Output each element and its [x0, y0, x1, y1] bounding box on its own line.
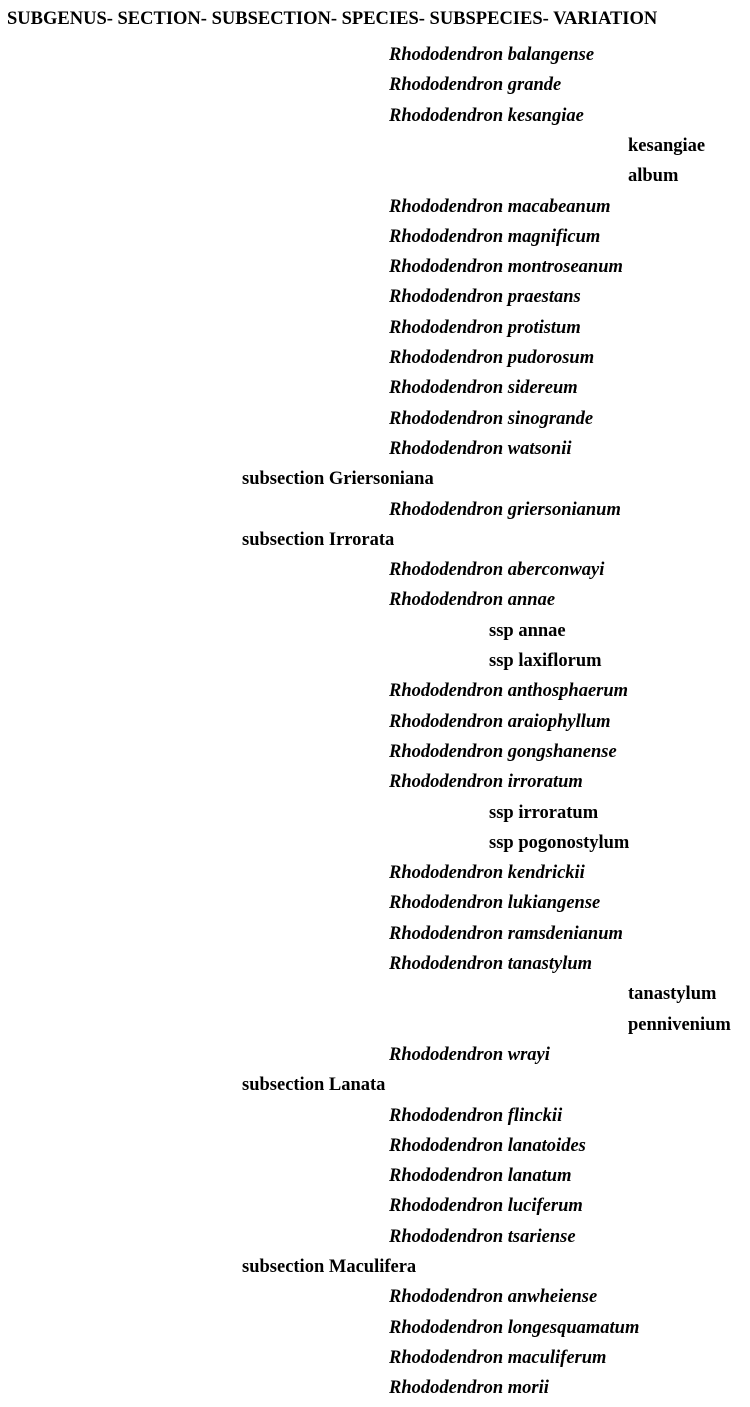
species-entry: Rhododendron grande — [389, 75, 562, 96]
subsection-entry: subsection Lanata — [242, 1075, 386, 1096]
subsection-entry: subsection Griersoniana — [242, 469, 434, 490]
species-entry: Rhododendron kendrickii — [389, 863, 585, 884]
species-entry: Rhododendron irroratum — [389, 772, 583, 793]
species-entry: Rhododendron montroseanum — [389, 257, 623, 278]
species-entry: Rhododendron watsonii — [389, 438, 572, 459]
species-entry: Rhododendron griersonianum — [389, 499, 621, 520]
species-entry: Rhododendron luciferum — [389, 1196, 583, 1217]
subspecies-entry: ssp annae — [489, 620, 566, 641]
species-entry: Rhododendron lanatoides — [389, 1135, 586, 1156]
species-entry: Rhododendron sinogrande — [389, 408, 594, 429]
variation-entry: album — [628, 166, 679, 187]
species-entry: Rhododendron flinckii — [389, 1105, 563, 1126]
species-entry: Rhododendron macabeanum — [389, 196, 611, 217]
species-entry: Rhododendron maculiferum — [389, 1347, 607, 1368]
species-entry: Rhododendron morii — [389, 1378, 549, 1399]
subspecies-entry: ssp laxiflorum — [489, 651, 602, 671]
species-entry: Rhododendron wrayi — [389, 1044, 550, 1065]
species-entry: Rhododendron lukiangense — [389, 893, 601, 914]
species-entry: Rhododendron longesquamatum — [389, 1317, 640, 1338]
species-entry: Rhododendron araiophyllum — [389, 711, 611, 732]
species-entry: Rhododendron anthosphaerum — [389, 681, 629, 702]
variation-entry: pennivenium — [628, 1014, 731, 1035]
species-entry: Rhododendron ramsdenianum — [389, 923, 623, 944]
species-entry: Rhododendron tanastylum — [389, 954, 593, 974]
species-entry: Rhododendron annae — [389, 590, 556, 611]
subspecies-entry: ssp pogonostylum — [489, 832, 630, 853]
species-entry: Rhododendron gongshanense — [389, 741, 617, 762]
species-entry: Rhododendron aberconwayi — [389, 560, 605, 581]
subsection-entry: subsection Irrorata — [242, 529, 395, 550]
subsection-entry: subsection Maculifera — [242, 1257, 417, 1277]
variation-entry: kesangiae — [628, 135, 706, 156]
species-entry: Rhododendron kesangiae — [389, 105, 584, 126]
species-entry: Rhododendron lanatum — [389, 1166, 572, 1187]
species-entry: Rhododendron protistum — [389, 317, 581, 338]
species-entry: Rhododendron balangense — [389, 45, 595, 65]
taxonomy-header: SUBGENUS- SECTION- SUBSECTION- SPECIES- SUBSPECIES- VARIATION — [7, 9, 658, 29]
species-entry: Rhododendron magnificum — [389, 226, 601, 247]
species-entry: Rhododendron anwheiense — [389, 1287, 598, 1308]
species-entry: Rhododendron sidereum — [389, 378, 578, 399]
species-entry: Rhododendron praestans — [389, 287, 581, 308]
species-entry: Rhododendron tsariense — [389, 1226, 576, 1247]
variation-entry: tanastylum — [628, 984, 717, 1005]
subspecies-entry: ssp irroratum — [489, 802, 599, 823]
species-entry: Rhododendron pudorosum — [389, 348, 595, 368]
